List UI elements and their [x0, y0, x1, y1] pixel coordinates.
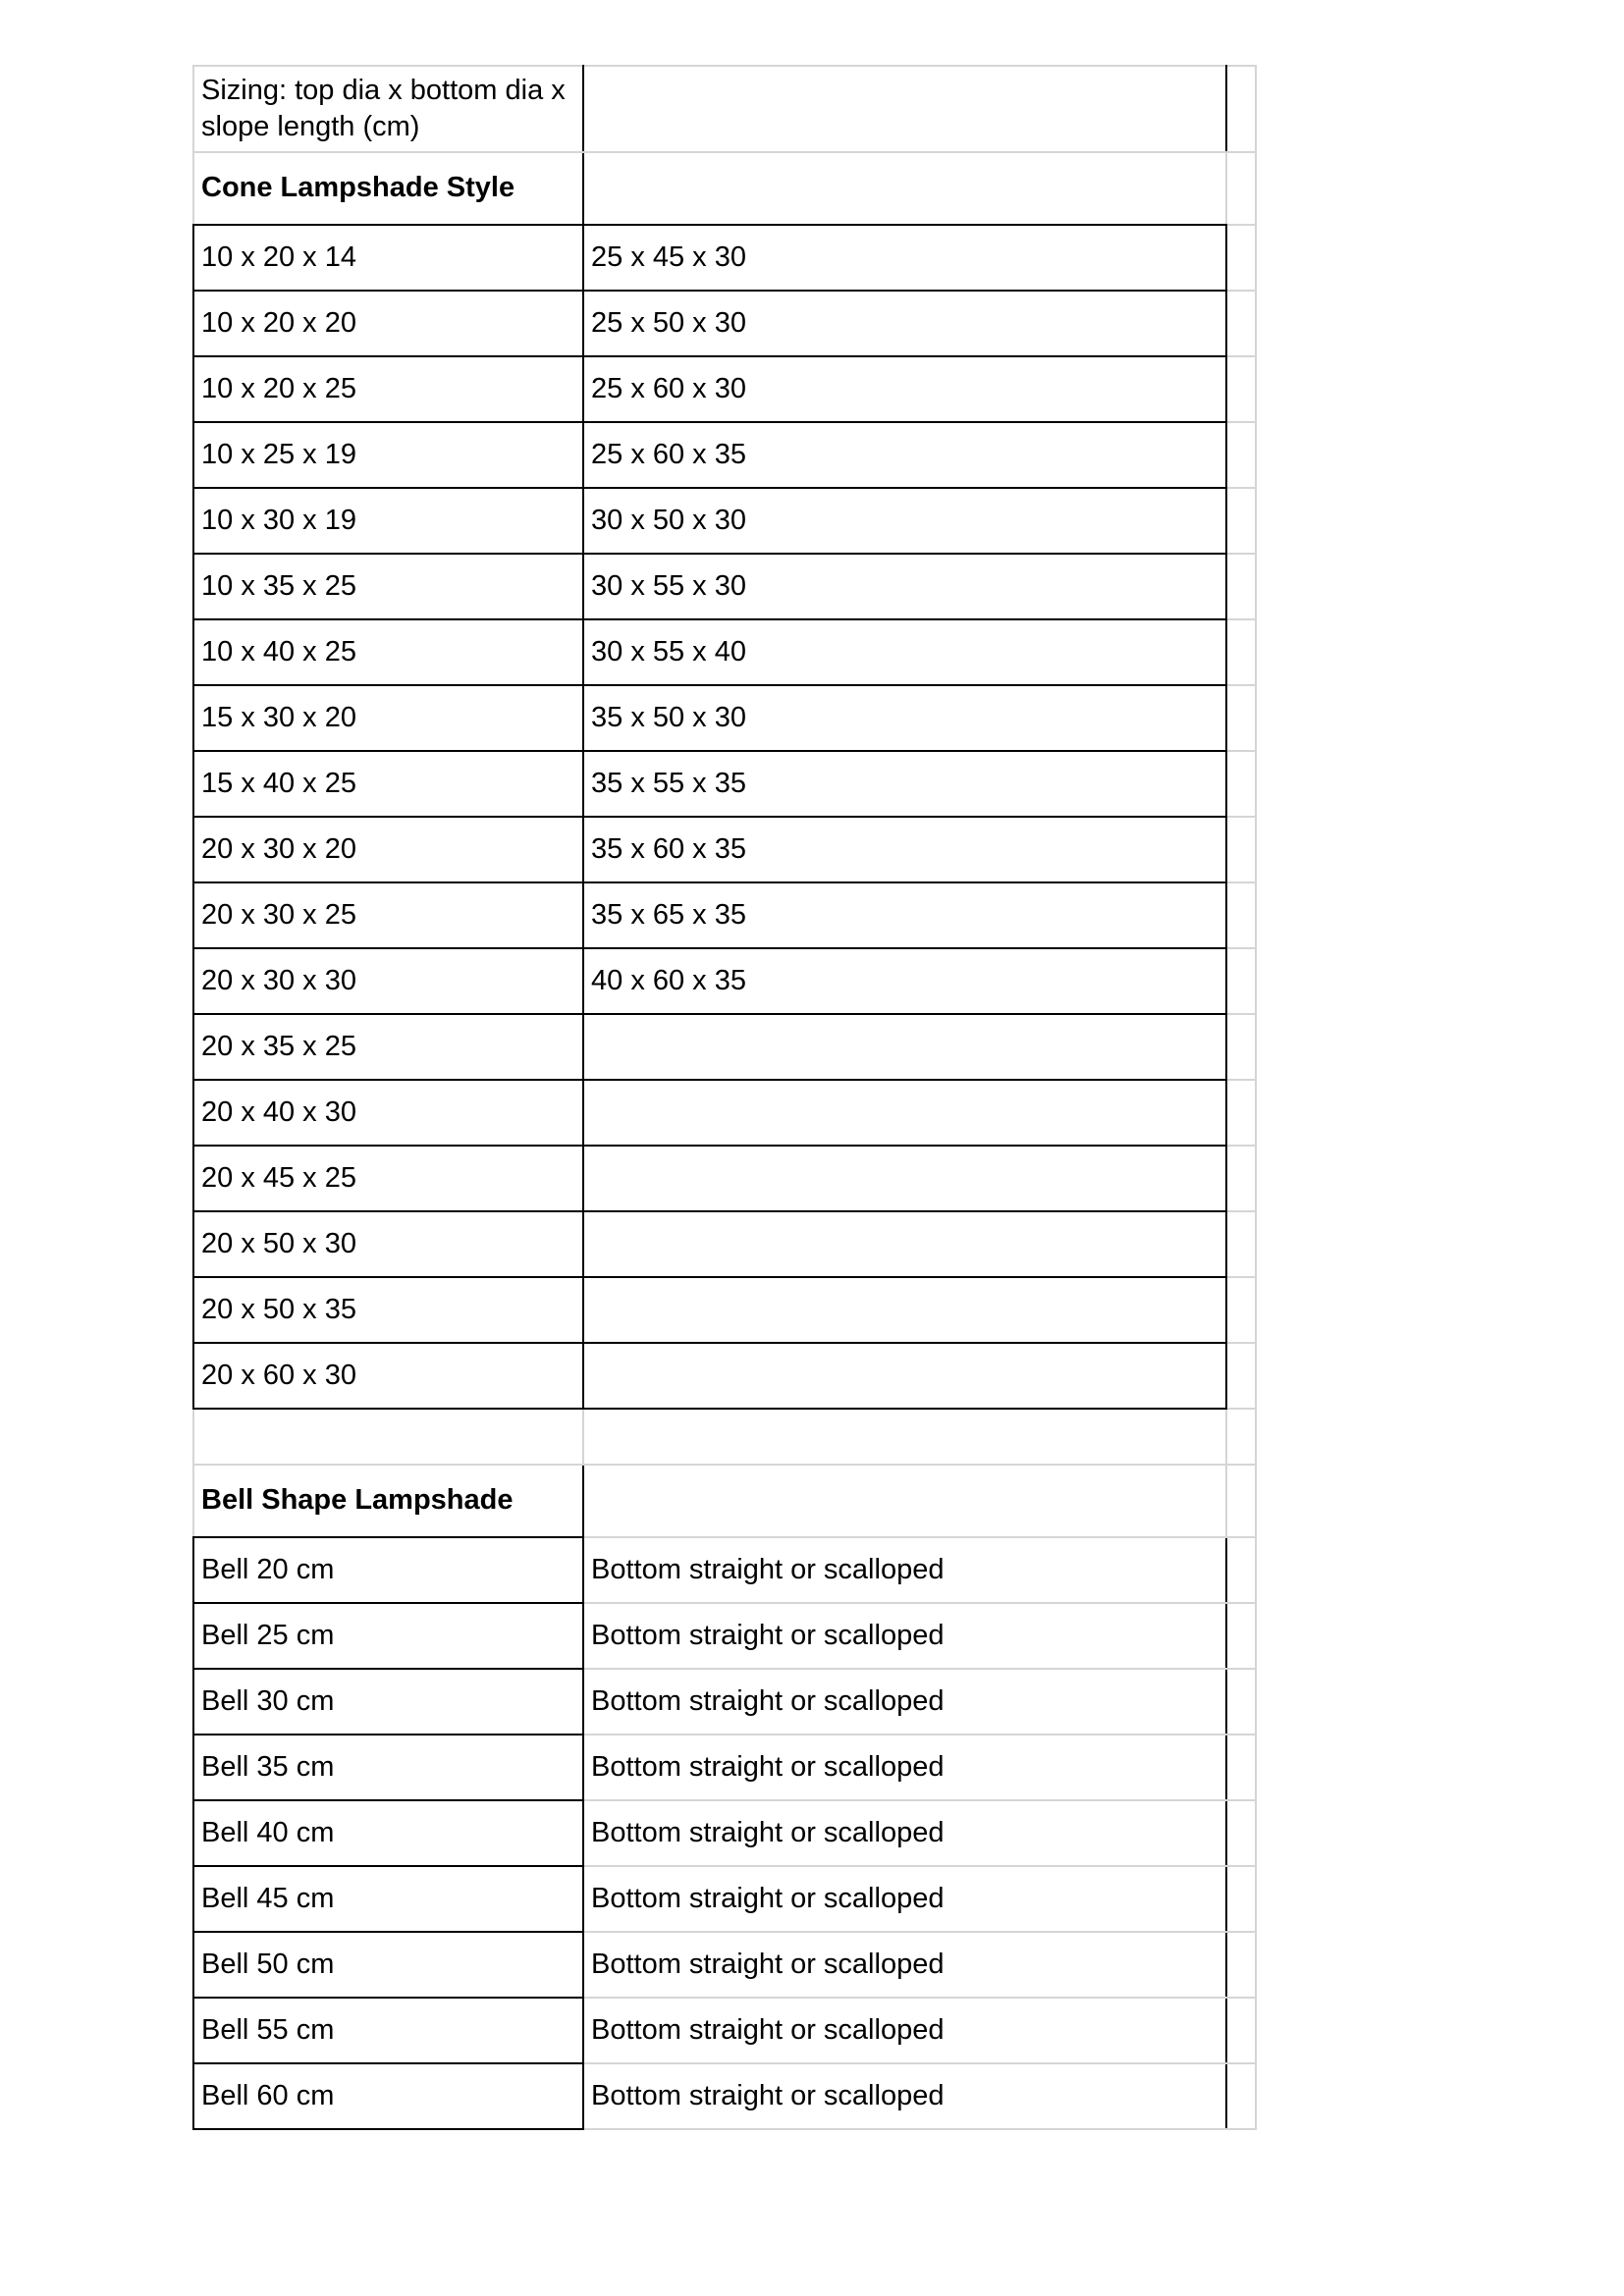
bell-tail-cell	[1226, 1932, 1256, 1998]
section-heading-bell: Bell Shape Lampshade	[193, 1465, 583, 1537]
bell-tail-cell	[1226, 1669, 1256, 1735]
cone-size-cell: 10 x 20 x 25	[193, 356, 583, 422]
cone-alt-cell: 40 x 60 x 35	[583, 948, 1226, 1014]
cone-tail-cell	[1226, 685, 1256, 751]
section-heading-bell-tail	[1226, 1465, 1256, 1537]
cone-alt-cell: 25 x 50 x 30	[583, 291, 1226, 356]
bell-tail-cell	[1226, 1998, 1256, 2063]
cone-size-cell: 20 x 40 x 30	[193, 1080, 583, 1146]
cone-size-cell: 20 x 30 x 30	[193, 948, 583, 1014]
table-row	[193, 882, 1256, 948]
table-row	[193, 225, 1256, 291]
cone-size-cell: 20 x 45 x 25	[193, 1146, 583, 1211]
cone-size-cell: 10 x 20 x 14	[193, 225, 583, 291]
cone-tail-cell	[1226, 422, 1256, 488]
section-heading-cone-tail	[1226, 152, 1256, 225]
cone-tail-cell	[1226, 619, 1256, 685]
bell-size-cell: Bell 45 cm	[193, 1866, 583, 1932]
cone-tail-cell	[1226, 356, 1256, 422]
bell-size-cell: Bell 30 cm	[193, 1669, 583, 1735]
cone-alt-cell	[583, 1211, 1226, 1277]
table-row-title	[193, 66, 1256, 152]
table-body	[193, 66, 1256, 2129]
bell-size-cell: Bell 50 cm	[193, 1932, 583, 1998]
cone-alt-cell: 30 x 50 x 30	[583, 488, 1226, 554]
cone-size-cell: 10 x 20 x 20	[193, 291, 583, 356]
section-heading-cone-right	[583, 152, 1226, 225]
bell-desc-cell: Bottom straight or scalloped	[583, 1537, 1226, 1603]
table-row-section-cone	[193, 152, 1256, 225]
bell-desc-cell: Bottom straight or scalloped	[583, 1800, 1226, 1866]
table-row	[193, 1080, 1256, 1146]
table-row	[193, 356, 1256, 422]
bell-desc-cell: Bottom straight or scalloped	[583, 1998, 1226, 2063]
cone-alt-cell: 35 x 55 x 35	[583, 751, 1226, 817]
cone-alt-cell: 25 x 60 x 35	[583, 422, 1226, 488]
bell-size-cell: Bell 20 cm	[193, 1537, 583, 1603]
bell-size-cell: Bell 55 cm	[193, 1998, 583, 2063]
table-row	[193, 1343, 1256, 1409]
cone-tail-cell	[1226, 1343, 1256, 1409]
cone-size-cell: 10 x 40 x 25	[193, 619, 583, 685]
lampshade-sizing-table	[192, 65, 1257, 2130]
bell-size-cell: Bell 60 cm	[193, 2063, 583, 2129]
table-row	[193, 1800, 1256, 1866]
cone-alt-cell	[583, 1014, 1226, 1080]
cone-size-cell: 20 x 60 x 30	[193, 1343, 583, 1409]
table-row	[193, 488, 1256, 554]
table-row	[193, 2063, 1256, 2129]
table-row	[193, 1537, 1256, 1603]
table-row	[193, 291, 1256, 356]
spacer-cell-right	[583, 1409, 1226, 1465]
bell-size-cell: Bell 35 cm	[193, 1735, 583, 1800]
bell-desc-cell: Bottom straight or scalloped	[583, 1735, 1226, 1800]
cone-alt-cell	[583, 1146, 1226, 1211]
cone-tail-cell	[1226, 554, 1256, 619]
table-row	[193, 1603, 1256, 1669]
bell-size-cell: Bell 40 cm	[193, 1800, 583, 1866]
bell-desc-cell: Bottom straight or scalloped	[583, 2063, 1226, 2129]
table-row	[193, 817, 1256, 882]
table-row	[193, 1669, 1256, 1735]
spacer-cell-tail	[1226, 1409, 1256, 1465]
table-row	[193, 422, 1256, 488]
cone-tail-cell	[1226, 817, 1256, 882]
cone-tail-cell	[1226, 1277, 1256, 1343]
table-row	[193, 1277, 1256, 1343]
cone-alt-cell: 25 x 45 x 30	[583, 225, 1226, 291]
cone-size-cell: 20 x 35 x 25	[193, 1014, 583, 1080]
cone-alt-cell: 35 x 50 x 30	[583, 685, 1226, 751]
cone-alt-cell: 35 x 60 x 35	[583, 817, 1226, 882]
cone-alt-cell: 30 x 55 x 40	[583, 619, 1226, 685]
cone-alt-cell	[583, 1277, 1226, 1343]
table-row	[193, 554, 1256, 619]
bell-desc-cell: Bottom straight or scalloped	[583, 1932, 1226, 1998]
cone-tail-cell	[1226, 291, 1256, 356]
bell-tail-cell	[1226, 1537, 1256, 1603]
bell-desc-cell: Bottom straight or scalloped	[583, 1669, 1226, 1735]
cone-tail-cell	[1226, 1211, 1256, 1277]
cone-tail-cell	[1226, 1080, 1256, 1146]
bell-tail-cell	[1226, 1800, 1256, 1866]
table-row-section-bell	[193, 1465, 1256, 1537]
table-row	[193, 1211, 1256, 1277]
table-row-spacer	[193, 1409, 1256, 1465]
sizing-title-right-cell	[583, 66, 1226, 152]
sizing-title-cell: Sizing: top dia x bottom dia x slope length (cm)	[193, 66, 583, 152]
cone-alt-cell	[583, 1080, 1226, 1146]
cone-alt-cell	[583, 1343, 1226, 1409]
bell-size-cell: Bell 25 cm	[193, 1603, 583, 1669]
cone-size-cell: 15 x 40 x 25	[193, 751, 583, 817]
bell-tail-cell	[1226, 1603, 1256, 1669]
cone-size-cell: 20 x 30 x 25	[193, 882, 583, 948]
table-row	[193, 1932, 1256, 1998]
table-row	[193, 1014, 1256, 1080]
cone-size-cell: 15 x 30 x 20	[193, 685, 583, 751]
cone-tail-cell	[1226, 1014, 1256, 1080]
section-heading-bell-right	[583, 1465, 1226, 1537]
bell-desc-cell: Bottom straight or scalloped	[583, 1866, 1226, 1932]
cone-tail-cell	[1226, 1146, 1256, 1211]
bell-tail-cell	[1226, 2063, 1256, 2129]
sizing-title-tail-cell	[1226, 66, 1256, 152]
section-heading-cone: Cone Lampshade Style	[193, 152, 583, 225]
cone-tail-cell	[1226, 488, 1256, 554]
bell-desc-cell: Bottom straight or scalloped	[583, 1603, 1226, 1669]
table-row	[193, 751, 1256, 817]
spacer-cell-left	[193, 1409, 583, 1465]
table-row	[193, 1866, 1256, 1932]
cone-size-cell: 20 x 30 x 20	[193, 817, 583, 882]
cone-size-cell: 10 x 35 x 25	[193, 554, 583, 619]
cone-alt-cell: 35 x 65 x 35	[583, 882, 1226, 948]
table-row	[193, 1735, 1256, 1800]
cone-size-cell: 10 x 25 x 19	[193, 422, 583, 488]
bell-tail-cell	[1226, 1735, 1256, 1800]
cone-alt-cell: 30 x 55 x 30	[583, 554, 1226, 619]
cone-size-cell: 20 x 50 x 30	[193, 1211, 583, 1277]
cone-size-cell: 10 x 30 x 19	[193, 488, 583, 554]
table-row	[193, 1998, 1256, 2063]
cone-tail-cell	[1226, 751, 1256, 817]
cone-alt-cell: 25 x 60 x 30	[583, 356, 1226, 422]
table-row	[193, 685, 1256, 751]
cone-tail-cell	[1226, 882, 1256, 948]
cone-size-cell: 20 x 50 x 35	[193, 1277, 583, 1343]
table-row	[193, 619, 1256, 685]
bell-tail-cell	[1226, 1866, 1256, 1932]
table-row	[193, 1146, 1256, 1211]
table-row	[193, 948, 1256, 1014]
cone-tail-cell	[1226, 948, 1256, 1014]
cone-tail-cell	[1226, 225, 1256, 291]
